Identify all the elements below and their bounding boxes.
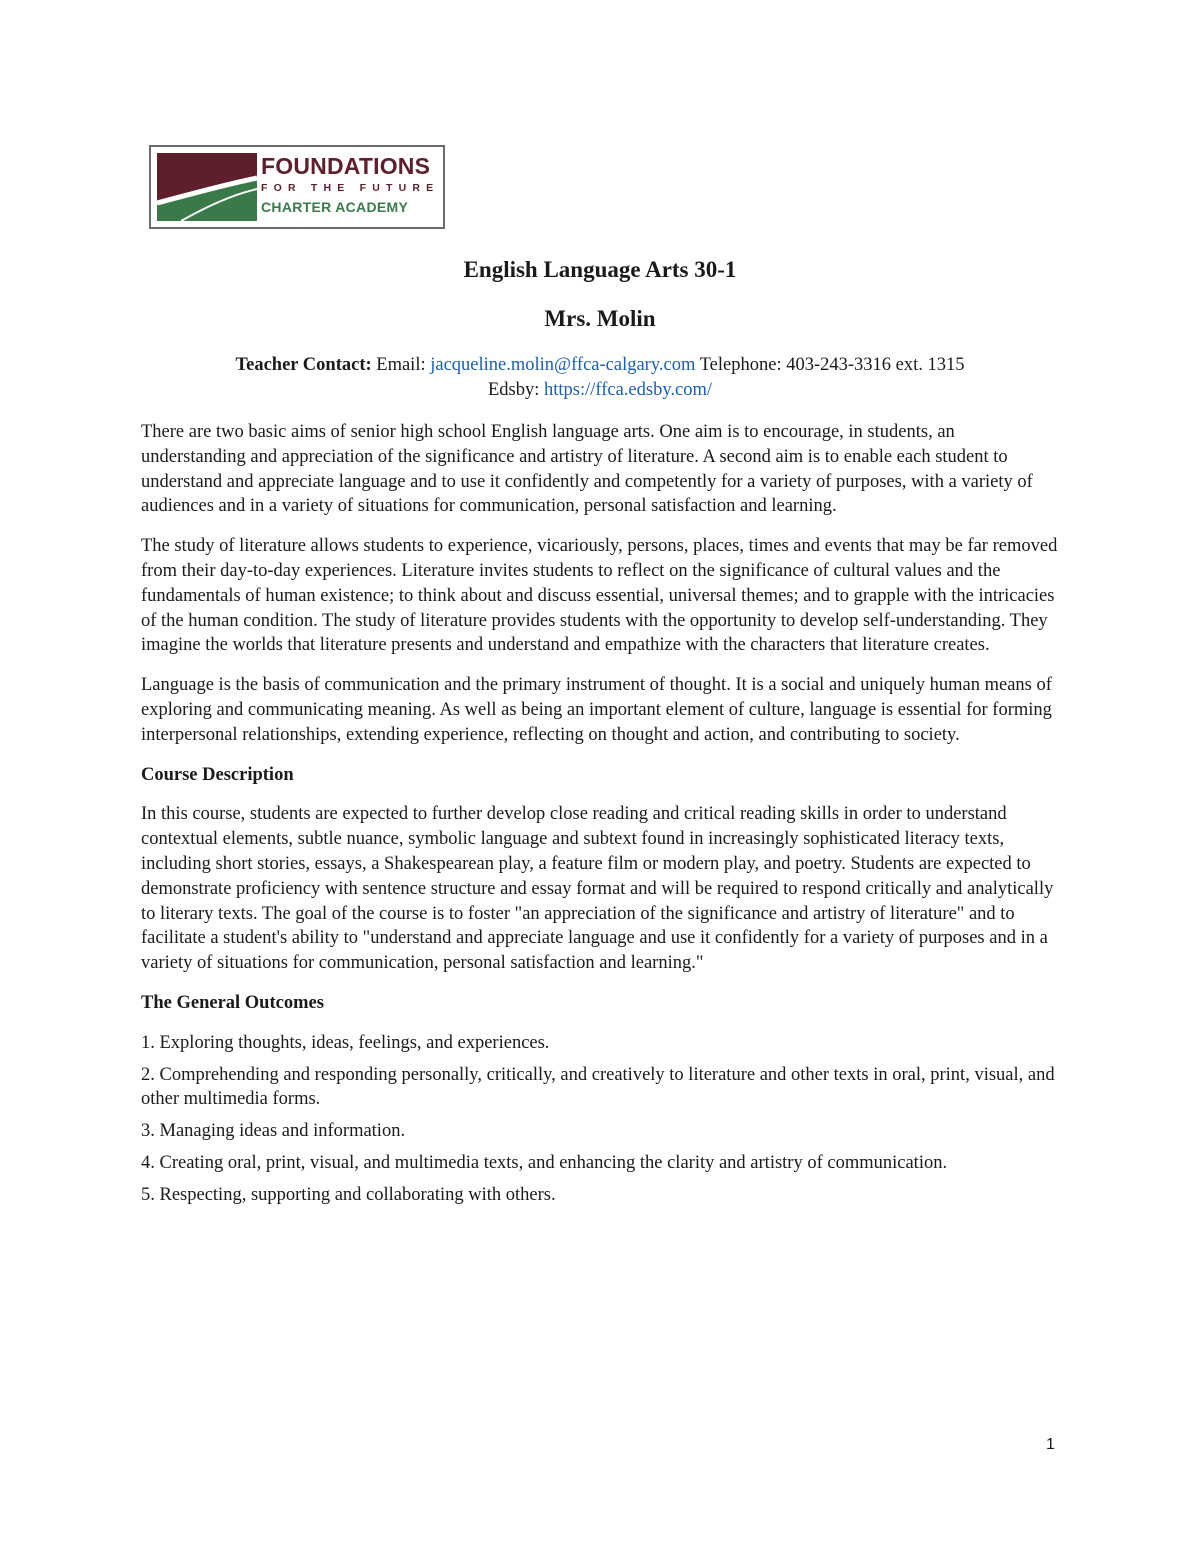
email-link[interactable]: jacqueline.molin@ffca-calgary.com bbox=[430, 355, 696, 375]
edsby-line bbox=[0, 378, 1200, 403]
outcome-item: 1. Exploring thoughts, ideas, feelings, and experiences. bbox=[141, 1032, 550, 1053]
edsby-label: Edsby: bbox=[487, 380, 540, 400]
outcomes-list bbox=[141, 1031, 1061, 1208]
intro-paragraph-1: There are two basic aims of senior high school English language arts. One aim is to encourage, in students, an understanding and appreciation of the significance and artistry of literature. A second aim is to enable each student to understand and appreciate language and to use it confidently and competently for a variety of purposes, with a variety of audiences and in a variety of situations for communication, personal satisfaction and learning. bbox=[141, 422, 1033, 517]
school-logo bbox=[149, 145, 445, 229]
email-label: Email: bbox=[376, 355, 426, 375]
contact-label: Teacher Contact: bbox=[235, 355, 372, 375]
telephone-text: Telephone: 403-243-3316 ext. 1315 bbox=[699, 355, 965, 375]
logo-wordmark bbox=[261, 153, 441, 216]
intro-paragraph-3: Language is the basis of communication and the primary instrument of thought. It is a social and uniquely human means of exploring and communicating meaning. As well as being an important element of culture, language is essential for forming interpersonal relationships, extending experience, reflecting on thought and action, and contributing to society. bbox=[141, 675, 1052, 745]
logo-line-3: CHARTER ACADEMY bbox=[261, 199, 409, 215]
logo-road-graphic bbox=[151, 147, 261, 227]
course-description-heading: Course Description bbox=[141, 764, 294, 785]
outcomes-heading: The General Outcomes bbox=[141, 992, 324, 1013]
logo-line-1: FOUNDATIONS bbox=[261, 153, 431, 179]
outcome-item: 4. Creating oral, print, visual, and multimedia texts, and enhancing the clarity and artistry of communication. bbox=[141, 1152, 948, 1173]
outcome-item: 2. Comprehending and responding personally, critically, and creatively to literature and other texts in oral, print, visual, and other multimedia forms. bbox=[141, 1064, 1055, 1110]
page-number: 1 bbox=[1046, 1436, 1055, 1453]
document-body bbox=[141, 420, 1061, 1215]
course-description-text: In this course, students are expected to further develop close reading and critical reading skills in order to understand contextual elements, subtle nuance, symbolic language and subtext found in increasingly sophisticated literacy texts, including short stories, essays, a Shakespearean play, a feature film or modern play, and poetry. Students are expected to demonstrate proficiency with sentence structure and essay format and will be required to respond critically and analytically to literary texts. The goal of the course is to foster "an appreciation of the significance and artistry of literature" and to facilitate a student's ability to "understand and appreciate language and use it confidently for a variety of purposes and in a variety of situations for communication, personal satisfaction and learning." bbox=[141, 804, 1054, 974]
outcome-item: 3. Managing ideas and information. bbox=[141, 1121, 406, 1142]
contact-line bbox=[0, 353, 1200, 378]
teacher-name: Mrs. Molin bbox=[544, 306, 656, 331]
course-title: English Language Arts 30-1 bbox=[463, 257, 737, 282]
logo-line-2: FOR THE FUTURE bbox=[261, 182, 440, 194]
intro-paragraph-2: The study of literature allows students to experience, vicariously, persons, places, times and events that may be far removed from their day-to-day experiences. Literature invites students to reflect on the significance of cultural values and the fundamentals of human existence; to think about and discuss essential, universal themes; and to grapple with the intricacies of the human condition. The study of literature provides students with the opportunity to develop self-understanding. They imagine the worlds that literature presents and understand and empathize with the characters that literature creates. bbox=[141, 536, 1058, 656]
outcome-item: 5. Respecting, supporting and collaborating with others. bbox=[141, 1184, 556, 1205]
edsby-link[interactable]: https://ffca.edsby.com/ bbox=[544, 380, 713, 400]
